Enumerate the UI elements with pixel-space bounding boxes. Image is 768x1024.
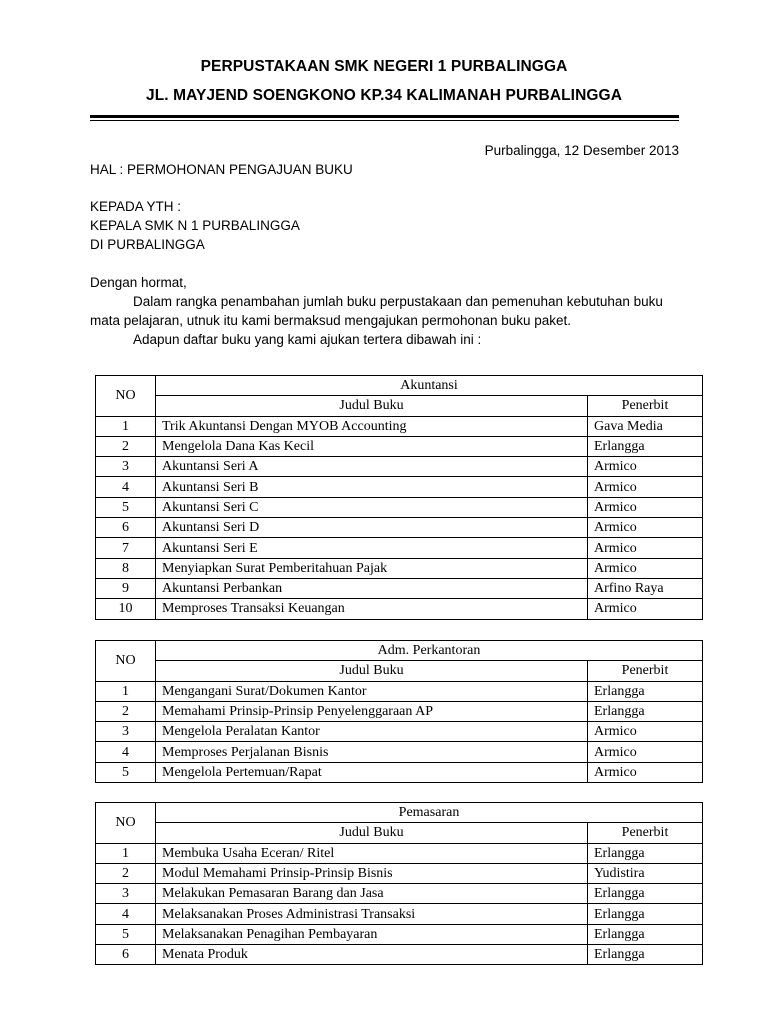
table-row <box>96 945 703 965</box>
book-publisher: Armico <box>588 599 703 619</box>
letterhead-address: JL. MAYJEND SOENGKONO KP.34 KALIMANAH PURBALINGGA <box>146 87 622 104</box>
row-number: 2 <box>96 701 156 721</box>
recipient-name: KEPALA SMK N 1 PURBALINGGA <box>90 218 300 233</box>
table-row <box>96 722 703 742</box>
column-header-title: Judul Buku <box>156 396 588 416</box>
letterhead-title: PERPUSTAKAAN SMK NEGERI 1 PURBALINGGA <box>200 58 568 75</box>
book-title: Membuka Usaha Eceran/ Ritel <box>156 843 588 863</box>
row-number: 1 <box>96 416 156 436</box>
row-number: 3 <box>96 884 156 904</box>
row-number: 6 <box>96 518 156 538</box>
recipient-label: KEPADA YTH : <box>90 199 182 214</box>
book-title: Menyiapkan Surat Pemberitahuan Pajak <box>156 558 588 578</box>
row-number: 10 <box>96 599 156 619</box>
book-publisher: Erlangga <box>588 904 703 924</box>
category-header: Adm. Perkantoran <box>156 641 703 661</box>
row-number: 3 <box>96 722 156 742</box>
book-table-akuntansi <box>95 375 703 620</box>
table-row <box>96 742 703 762</box>
row-number: 2 <box>96 863 156 883</box>
table-row <box>96 884 703 904</box>
row-number: 5 <box>96 497 156 517</box>
paragraph-2: Adapun daftar buku yang kami ajukan tertera dibawah ini : <box>133 332 482 347</box>
column-header-publisher: Penerbit <box>588 661 703 681</box>
book-title: Akuntansi Seri E <box>156 538 588 558</box>
table-row <box>96 578 703 598</box>
paragraph-1-line-2: mata pelajaran, utnuk itu kami bermaksud mengajukan permohonan buku paket. <box>90 313 572 328</box>
book-title: Memahami Prinsip-Prinsip Penyelenggaraan AP <box>156 701 588 721</box>
row-number: 5 <box>96 924 156 944</box>
book-publisher: Armico <box>588 477 703 497</box>
book-title: Akuntansi Seri C <box>156 497 588 517</box>
column-header-publisher: Penerbit <box>588 823 703 843</box>
book-title: Mengelola Peralatan Kantor <box>156 722 588 742</box>
table-row <box>96 457 703 477</box>
book-publisher: Armico <box>588 518 703 538</box>
book-table-adm-perkantoran <box>95 640 703 783</box>
row-number: 4 <box>96 742 156 762</box>
category-header: Pemasaran <box>156 803 703 823</box>
greeting: Dengan hormat, <box>90 275 187 290</box>
book-title: Mengelola Dana Kas Kecil <box>156 436 588 456</box>
book-publisher: Yudistira <box>588 863 703 883</box>
book-title: Memproses Perjalanan Bisnis <box>156 742 588 762</box>
book-publisher: Erlangga <box>588 843 703 863</box>
book-table-pemasaran <box>95 802 703 965</box>
letter-subject: HAL : PERMOHONAN PENGAJUAN BUKU <box>90 162 353 177</box>
book-publisher: Armico <box>588 742 703 762</box>
book-publisher: Gava Media <box>588 416 703 436</box>
book-publisher: Erlangga <box>588 924 703 944</box>
table-row <box>96 681 703 701</box>
book-title: Melaksanakan Proses Administrasi Transaksi <box>156 904 588 924</box>
book-title: Memproses Transaksi Keuangan <box>156 599 588 619</box>
column-header-title: Judul Buku <box>156 823 588 843</box>
book-title: Melakukan Pemasaran Barang dan Jasa <box>156 884 588 904</box>
table-row <box>96 518 703 538</box>
row-number: 5 <box>96 762 156 782</box>
book-publisher: Erlangga <box>588 945 703 965</box>
paragraph-1-line-1: Dalam rangka penambahan jumlah buku perpustakaan dan pemenuhan kebutuhan buku <box>133 294 663 309</box>
table-row <box>96 416 703 436</box>
book-publisher: Armico <box>588 538 703 558</box>
table-row <box>96 538 703 558</box>
book-publisher: Erlangga <box>588 436 703 456</box>
row-number: 2 <box>96 436 156 456</box>
row-number: 1 <box>96 843 156 863</box>
table-row <box>96 904 703 924</box>
book-title: Akuntansi Seri B <box>156 477 588 497</box>
column-header-no: NO <box>96 641 156 682</box>
row-number: 8 <box>96 558 156 578</box>
row-number: 4 <box>96 477 156 497</box>
row-number: 9 <box>96 578 156 598</box>
book-publisher: Armico <box>588 558 703 578</box>
table-row <box>96 477 703 497</box>
category-header: Akuntansi <box>156 376 703 396</box>
letterhead-rule-thin <box>90 120 679 121</box>
recipient-location: DI PURBALINGGA <box>90 237 205 252</box>
book-title: Mengangani Surat/Dokumen Kantor <box>156 681 588 701</box>
book-title: Menata Produk <box>156 945 588 965</box>
book-publisher: Erlangga <box>588 884 703 904</box>
letter-date: Purbalingga, 12 Desember 2013 <box>484 143 679 158</box>
table-row <box>96 497 703 517</box>
row-number: 4 <box>96 904 156 924</box>
book-title: Akuntansi Seri A <box>156 457 588 477</box>
book-publisher: Erlangga <box>588 681 703 701</box>
book-publisher: Armico <box>588 497 703 517</box>
table-row <box>96 863 703 883</box>
table-row <box>96 701 703 721</box>
table-row <box>96 599 703 619</box>
book-publisher: Erlangga <box>588 701 703 721</box>
book-publisher: Armico <box>588 762 703 782</box>
letterhead-rule-thick <box>90 115 679 118</box>
book-title: Trik Akuntansi Dengan MYOB Accounting <box>156 416 588 436</box>
row-number: 1 <box>96 681 156 701</box>
row-number: 3 <box>96 457 156 477</box>
table-row <box>96 924 703 944</box>
table-row <box>96 436 703 456</box>
book-title: Melaksanakan Penagihan Pembayaran <box>156 924 588 944</box>
row-number: 7 <box>96 538 156 558</box>
row-number: 6 <box>96 945 156 965</box>
book-title: Mengelola Pertemuan/Rapat <box>156 762 588 782</box>
book-title: Akuntansi Perbankan <box>156 578 588 598</box>
column-header-publisher: Penerbit <box>588 396 703 416</box>
book-publisher: Armico <box>588 457 703 477</box>
book-title: Akuntansi Seri D <box>156 518 588 538</box>
table-row <box>96 558 703 578</box>
book-publisher: Arfino Raya <box>588 578 703 598</box>
table-row <box>96 762 703 782</box>
column-header-title: Judul Buku <box>156 661 588 681</box>
column-header-no: NO <box>96 803 156 844</box>
book-title: Modul Memahami Prinsip-Prinsip Bisnis <box>156 863 588 883</box>
column-header-no: NO <box>96 376 156 417</box>
table-row <box>96 843 703 863</box>
book-publisher: Armico <box>588 722 703 742</box>
